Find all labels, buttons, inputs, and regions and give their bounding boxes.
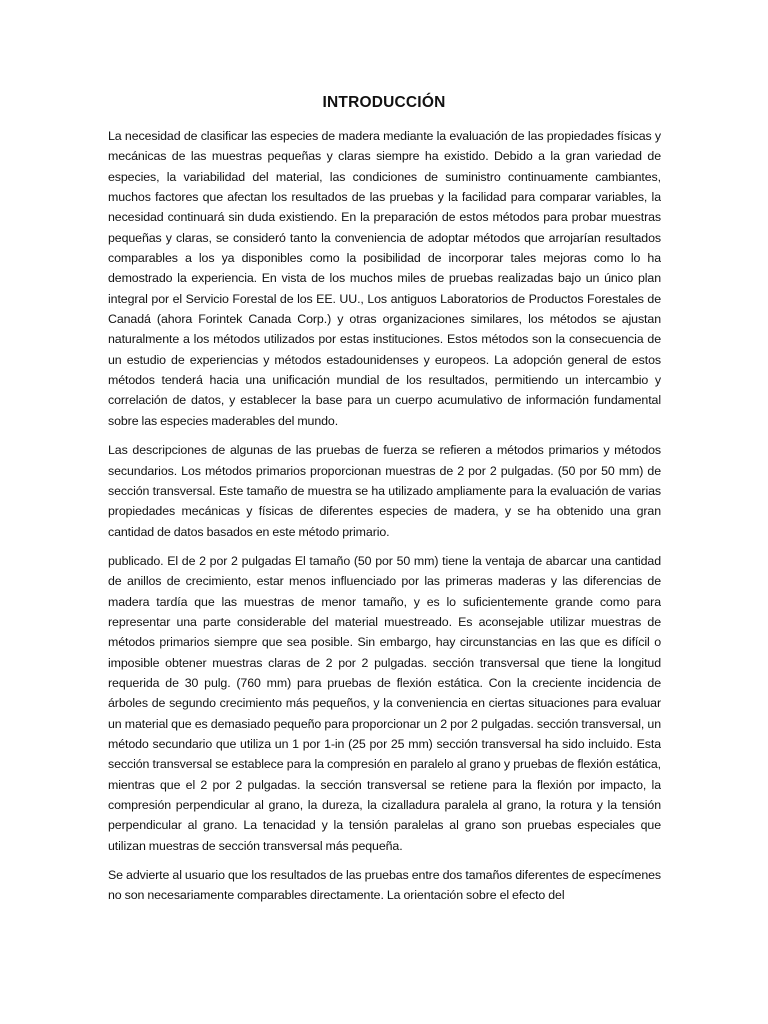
page-title: INTRODUCCIÓN (322, 94, 446, 111)
paragraph: Las descripciones de algunas de las pruebas de fuerza se refieren a métodos primarios y métodos secundarios. Los métodos primarios proporcionan muestras de 2 por 2 pulgadas. (50 por 50 mm) de sección transversal. Este tamaño de muestra se ha utilizado ampliamente para la evaluación de varias propiedades mecánicas y físicas de diferentes especies de madera, y se ha obtenido una gran cantidad de datos basados en este método primario. (108, 443, 661, 539)
document-body (108, 126, 661, 1006)
paragraph: publicado. El de 2 por 2 pulgadas El tamaño (50 por 50 mm) tiene la ventaja de abarcar una cantidad de anillos de crecimiento, estar menos influenciado por las primeras maderas y las diferencias de madera tardía que las muestras de menor tamaño, y es lo suficientemente grande como para representar una parte considerable del material muestreado. Es aconsejable utilizar muestras de métodos primarios siempre que sea posible. Sin embargo, hay circunstancias en las que es difícil o imposible obtener muestras claras de 2 por 2 pulgadas. sección transversal que tiene la longitud requerida de 30 pulg. (760 mm) para pruebas de flexión estática. Con la creciente incidencia de árboles de segundo crecimiento más pequeños, y la conveniencia en ciertas situaciones para evaluar un material que es demasiado pequeño para proporcionar un 2 por 2 pulgadas. sección transversal, un método secundario que utiliza un 1 por 1-in (25 por 25 mm) sección transversal ha sido incluido. Esta sección transversal se establece para la compresión en paralelo al grano y pruebas de flexión estática, mientras que el 2 por 2 pulgadas. la sección transversal se retiene para la flexión por impacto, la compresión perpendicular al grano, la dureza, la cizalladura paralela al grano, la rotura y la tensión perpendicular al grano. La tenacidad y la tensión paralelas al grano son pruebas especiales que utilizan muestras de sección transversal más pequeña. (108, 553, 661, 853)
paragraph: Se advierte al usuario que los resultados de las pruebas entre dos tamaños diferentes de especímenes no son necesariamente comparables directamente. La orientación sobre el efecto del (108, 868, 661, 903)
paragraph: La necesidad de clasificar las especies de madera mediante la evaluación de las propiedades físicas y mecánicas de las muestras pequeñas y claras siempre ha existido. Debido a la gran variedad de especies, la variabilidad del material, las condiciones de suministro continuamente cambiantes, muchos factores que afectan los resultados de las pruebas y la facilidad para comparar variables, la necesidad continuará sin duda existiendo. En la preparación de estos métodos para probar muestras pequeñas y claras, se consideró tanto la conveniencia de adoptar métodos que arrojarían resultados comparables a los ya disponibles como la posibilidad de incorporar tales mejoras como lo ha demostrado la experiencia. En vista de los muchos miles de pruebas realizadas bajo un único plan integral por el Servicio Forestal de los EE. UU., Los antiguos Laboratorios de Productos Forestales de Canadá (ahora Forintek Canada Corp.) y otras organizaciones similares, los métodos se ajustan naturalmente a los métodos utilizados por estas instituciones. Estos métodos son la consecuencia de un estudio de experiencias y métodos estadounidenses y europeos. La adopción general de estos métodos tenderá hacia una unificación mundial de los resultados, permitiendo un intercambio y correlación de datos, y establecer la base para un cuerpo acumulativo de información fundamental sobre las especies maderables del mundo. (108, 129, 661, 428)
